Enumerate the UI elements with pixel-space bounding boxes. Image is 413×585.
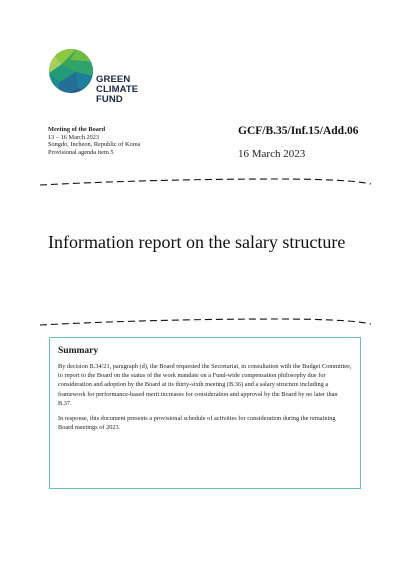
logo-line-green: GREEN bbox=[96, 74, 131, 85]
page-title: Information report on the salary structure bbox=[48, 232, 346, 252]
meeting-dates: 13 – 16 March 2023 bbox=[48, 133, 100, 141]
logo-line-climate: CLIMATE bbox=[96, 84, 139, 95]
agenda-item: Provisional agenda item 5 bbox=[48, 148, 114, 156]
summary-heading: Summary bbox=[58, 346, 99, 356]
document-date: 16 March 2023 bbox=[238, 148, 306, 160]
summary-paragraph: By decision B.34/21, paragraph (d), the Board requested the Secretariat, in consultation with the Budget Committee, to report to the Board on the status of the work mandate on a Fund-wide compensation philosophy due for consideration and adoption by the Board at its thirty-sixth meeting (B.36) and a salary structure including a framework for performance-based merit increases for consideration and approval by the Board by no later than B.37. bbox=[58, 363, 352, 407]
logo-wordmark bbox=[96, 75, 138, 105]
summary-paragraph: In response, this document presents a provisional schedule of activities for consideration during the remaining Board meetings of 2023. bbox=[58, 415, 336, 432]
meeting-info bbox=[48, 126, 140, 156]
summary-box bbox=[49, 337, 361, 489]
globe-icon bbox=[48, 48, 94, 94]
logo-line-fund: FUND bbox=[96, 94, 123, 105]
meeting-name: Meeting of the Board bbox=[48, 126, 106, 133]
gcf-logo bbox=[48, 48, 158, 118]
divider-top bbox=[38, 178, 373, 188]
meeting-location: Songdo, Incheon, Republic of Korea bbox=[48, 141, 141, 149]
divider-bottom bbox=[38, 318, 373, 328]
document-symbol: GCF/B.35/Inf.15/Add.06 bbox=[238, 125, 359, 137]
